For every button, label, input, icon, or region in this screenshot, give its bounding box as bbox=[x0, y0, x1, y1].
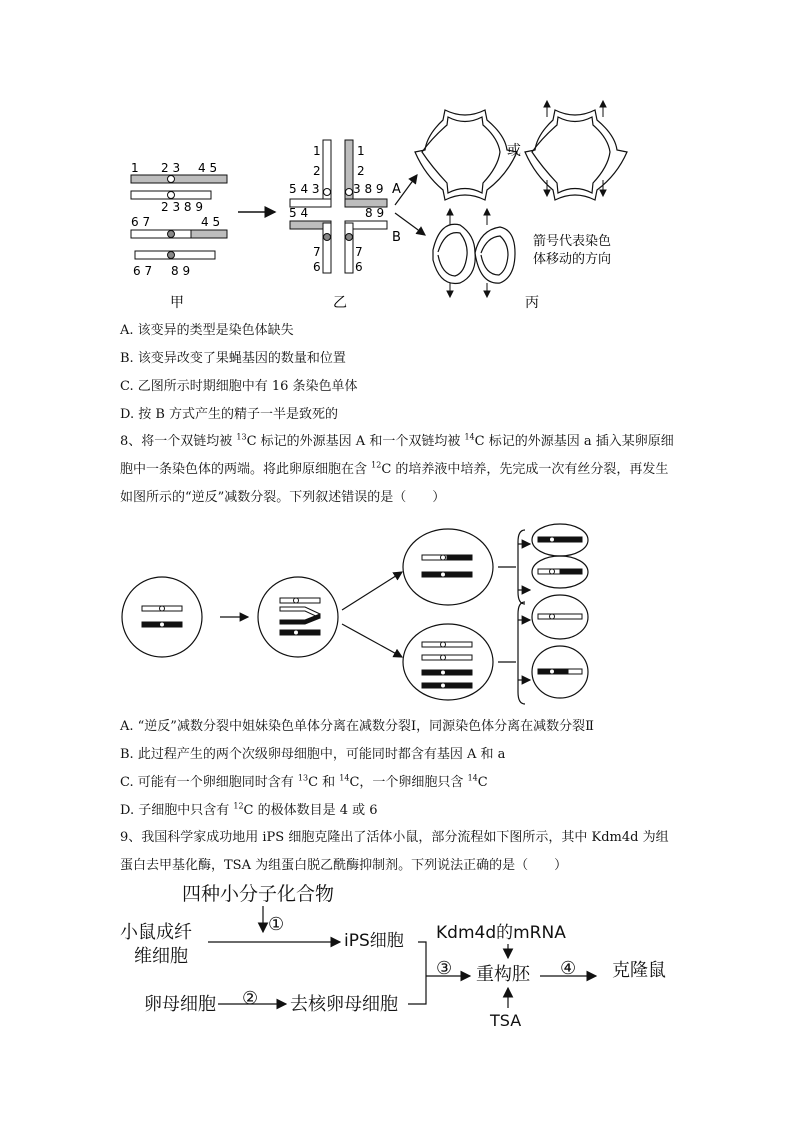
q8-cell-tetrad bbox=[258, 577, 338, 657]
arrow-note-line2: 体移动的方向 bbox=[533, 252, 612, 267]
jia-row4-label-1: 6 7 bbox=[133, 264, 153, 278]
yi-label-2: 2 bbox=[313, 164, 321, 178]
yi-right-label: 3 8 9 bbox=[353, 182, 384, 196]
jia-row3-label-2: 4 5 bbox=[201, 215, 221, 229]
q7-option-c: C. 乙图所示时期细胞中有 16 条染色单体 bbox=[120, 379, 358, 394]
yi-bottom-label-1: 7 bbox=[313, 245, 321, 259]
step-2-label: ② bbox=[242, 988, 259, 1009]
small-molecules-label: 四种小分子化合物 bbox=[182, 883, 335, 905]
yi-left2-label: 5 4 bbox=[289, 206, 309, 220]
yi-label-1: 1 bbox=[313, 144, 321, 158]
reverse-meiosis-figure bbox=[120, 522, 620, 712]
kdm4d-mrna-label: Kdm4d的mRNA bbox=[436, 923, 566, 943]
enucleated-oocyte-label: 去核卵母细胞 bbox=[290, 994, 398, 1015]
step-3-label: ③ bbox=[436, 958, 453, 979]
q8-stem: 8、将一个双链均被 $^{13}$C 标记的外源基因 A 和一个双链均被 $^{14}$C 标记的外源基因 a 插入某卵原细胞中一条染色体的两端。将此卵原细胞在含 $^{12}$C 的培养液中培养，先完成一次有丝分裂，再发生如图所示的“逆反”减数分裂。下列叙述错误的是（ ） bbox=[120, 432, 674, 505]
step-4-label: ④ bbox=[560, 958, 577, 979]
cloned-mouse-label: 克隆鼠 bbox=[612, 960, 666, 981]
arrow-note-line1: 箭号代表染色 bbox=[533, 234, 612, 249]
bing-ring-2 bbox=[525, 110, 627, 200]
reconstructed-embryo-label: 重构胚 bbox=[476, 964, 530, 985]
oocyte-label: 卵母细胞 bbox=[144, 994, 216, 1015]
yi-right2-label: 8 9 bbox=[365, 206, 385, 220]
fibroblast-label-l2: 维细胞 bbox=[134, 946, 188, 967]
yi-left-label: 5 4 3 bbox=[289, 182, 320, 196]
ips-cell-label: iPS细胞 bbox=[344, 931, 404, 951]
fibroblast-label-l1: 小鼠成纤 bbox=[120, 922, 192, 943]
bing-ring-1 bbox=[415, 110, 517, 200]
bing-twisted-ring bbox=[433, 224, 515, 283]
q8-cell-secondary-top bbox=[403, 529, 493, 605]
mouse-cloning-flowchart bbox=[118, 876, 598, 1036]
chromosome-translocation-figure bbox=[115, 95, 655, 315]
step-1-label: ① bbox=[268, 914, 285, 935]
q8-option-b: B. 此过程产生的两个次级卵母细胞中，可能同时都含有基因 A 和 a bbox=[120, 747, 506, 762]
q9-stem: 9、我国科学家成功地用 iPS 细胞克隆出了活体小鼠，部分流程如下图所示，其中 Kdm4d 为组蛋白去甲基化酶，TSA 为组蛋白脱乙酰酶抑制剂。下列说法正确的是（ ） bbox=[120, 830, 669, 873]
svg-text:1: 1 bbox=[357, 144, 365, 158]
q8-cell-oogonium bbox=[122, 577, 202, 657]
branch-b-label: B bbox=[392, 230, 401, 245]
jia-row3-label-1: 6 7 bbox=[131, 215, 151, 229]
jia-row2-label: 2 3 8 9 bbox=[161, 200, 203, 214]
jia-row4-label-2: 8 9 bbox=[171, 264, 191, 278]
q8-option-d: D. 子细胞中只含有 $^{12}$C 的极体数目是 4 或 6 bbox=[120, 801, 378, 818]
q8-cell-secondary-bottom bbox=[403, 624, 493, 700]
q7-option-d: D. 按 B 方式产生的精子一半是致死的 bbox=[120, 407, 339, 422]
q8-option-c: C. 可能有一个卵细胞同时含有 $^{13}$C 和 $^{14}$C，一个卵细胞只含 $^{14}$C bbox=[120, 773, 488, 790]
q7-option-b: B. 该变异改变了果蝇基因的数量和位置 bbox=[120, 351, 346, 366]
branch-a-label: A bbox=[392, 182, 401, 197]
jia-chromosome-1 bbox=[131, 175, 227, 183]
jia-row1-label-2: 2 3 bbox=[161, 161, 181, 175]
yi-bottom-label-4: 6 bbox=[355, 260, 363, 274]
tsa-label: TSA bbox=[490, 1011, 522, 1030]
caption-yi: 乙 bbox=[333, 295, 347, 311]
caption-bing: 丙 bbox=[525, 295, 539, 311]
yi-bottom-arm bbox=[323, 223, 331, 273]
caption-jia: 甲 bbox=[170, 295, 184, 311]
q7-option-a: A. 该变异的类型是染色体缺失 bbox=[120, 323, 294, 338]
jia-row1-label-1: 1 bbox=[131, 161, 139, 175]
svg-text:2: 2 bbox=[357, 164, 365, 178]
jia-row1-label-3: 4 5 bbox=[198, 161, 218, 175]
yi-bottom-label-3: 7 bbox=[355, 245, 363, 259]
q8-option-a: A. “逆反”减数分裂中姐妹染色单体分离在减数分裂Ⅰ，同源染色体分离在减数分裂Ⅱ bbox=[120, 719, 594, 734]
or-text: 或 bbox=[507, 143, 521, 159]
yi-bottom-label-2: 6 bbox=[313, 260, 321, 274]
